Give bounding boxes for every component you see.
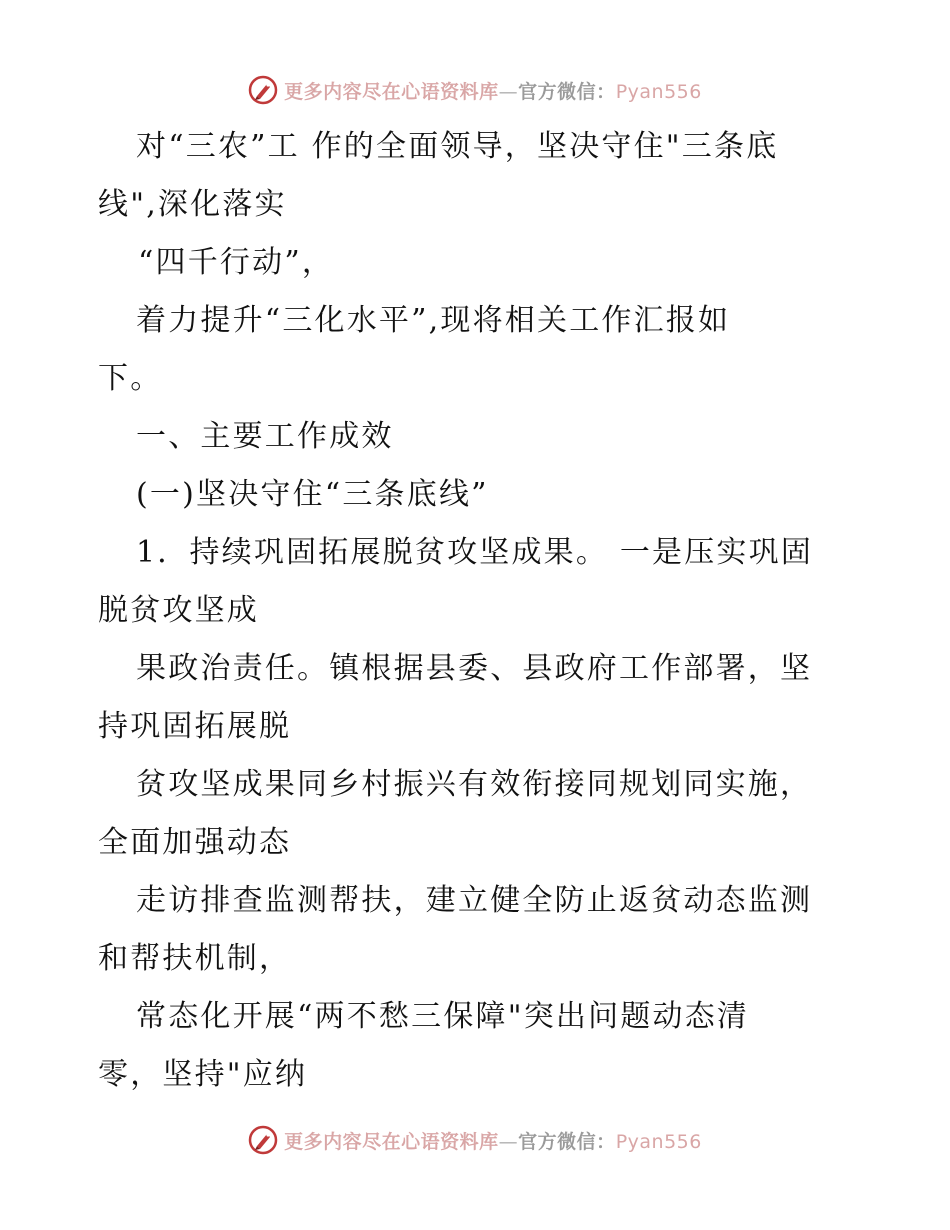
- footer-watermark: [0, 1120, 950, 1160]
- pen-nib-logo-icon: [248, 1125, 278, 1155]
- watermark-text: [284, 1127, 702, 1154]
- section-heading: 一、主要工作成效: [136, 419, 394, 454]
- header-watermark: [0, 70, 950, 110]
- text-line: 走访排查监测帮扶，建立健全防止返贫动态监测: [136, 883, 813, 918]
- text-line: 对“三农”工 作的全面领导，坚决守住"三条底: [136, 129, 779, 164]
- watermark-dash: —: [498, 80, 519, 103]
- text-line: 持巩固拓展脱: [98, 709, 292, 744]
- text-line: 和帮扶机制，: [98, 941, 292, 976]
- text-line: 零，坚持"应纳: [98, 1057, 308, 1092]
- watermark-id: Pyan556: [615, 80, 702, 103]
- text-line: 着力提升“三化水平”,现将相关工作汇报如: [136, 303, 731, 338]
- watermark-id: Pyan556: [615, 1130, 702, 1153]
- document-body: [98, 118, 858, 1104]
- text-line: 果政治责任。镇根据县委、县政府工作部署，坚: [136, 651, 813, 686]
- text-line: 贫攻坚成果同乡村振兴有效衔接同规划同实施，: [136, 767, 813, 802]
- text-line: 脱贫攻坚成: [98, 593, 259, 628]
- watermark-lead: 更多内容尽在心语资料库: [284, 1130, 499, 1153]
- text-line: 下。: [98, 361, 163, 396]
- watermark-mid: 官方微信：: [518, 80, 616, 103]
- text-line: 线",深化落实: [98, 187, 287, 222]
- text-line: “四千行动”，: [138, 245, 335, 280]
- watermark-text: [284, 77, 702, 104]
- pen-nib-logo-icon: [248, 75, 278, 105]
- watermark-dash: —: [498, 1130, 519, 1153]
- subsection-heading: (一)坚决守住“三条底线”: [136, 477, 489, 512]
- text-line: 全面加强动态: [98, 825, 292, 860]
- text-line: 1．持续巩固拓展脱贫攻坚成果。 一是压实巩固: [136, 535, 814, 570]
- watermark-mid: 官方微信：: [518, 1130, 616, 1153]
- watermark-lead: 更多内容尽在心语资料库: [284, 80, 499, 103]
- text-line: 常态化开展“两不愁三保障"突出问题动态清: [136, 999, 750, 1034]
